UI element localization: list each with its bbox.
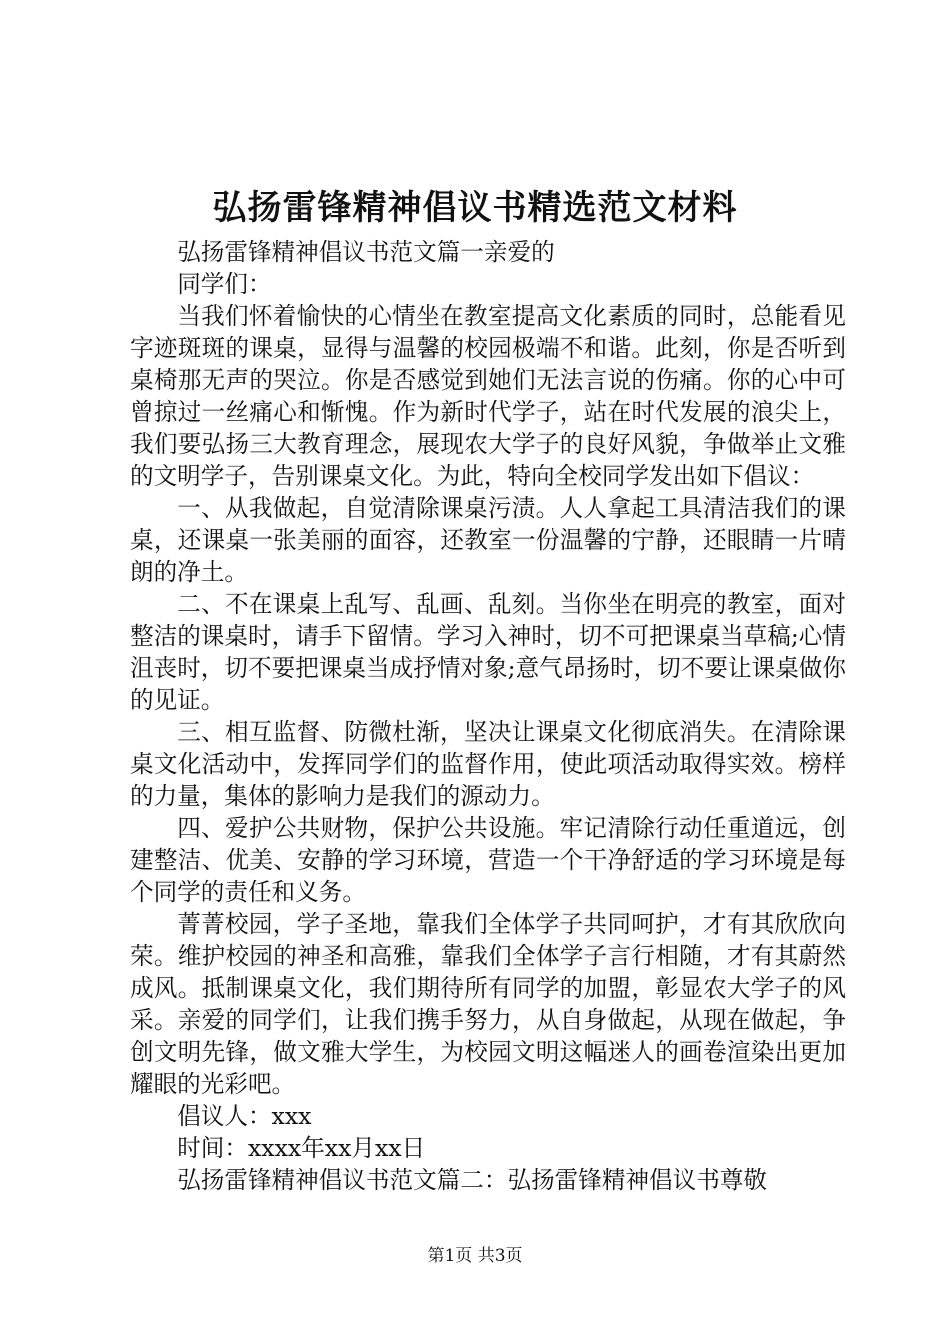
signature-line: 倡议人：xxx <box>177 1102 312 1130</box>
paragraph-2: 同学们： <box>177 270 272 298</box>
paragraph-7: 四、爱护公共财物，保护公共设施。牢记清除行动任重道远，创建整洁、优美、安静的学习环境，营造一个干净舒适的学习环境是每个同学的责任和义务。 <box>130 814 846 906</box>
paragraph-1: 弘扬雷锋精神倡议书范文篇一亲爱的 <box>177 238 555 266</box>
document-body <box>130 236 846 1196</box>
document-title: 弘扬雷锋精神倡议书精选范文材料 <box>212 188 738 228</box>
page-footer: 第1页 共3页 <box>427 1246 523 1266</box>
paragraph-6: 三、相互监督、防微杜渐，坚决让课桌文化彻底消失。在清除课桌文化活动中，发挥同学们的监督作用，使此项活动取得实效。榜样的力量，集体的影响力是我们的源动力。 <box>130 718 846 810</box>
date-line: 时间：xxxx年xx月xx日 <box>177 1134 426 1162</box>
paragraph-8: 菁菁校园，学子圣地，靠我们全体学子共同呵护，才有其欣欣向荣。维护校园的神圣和高雅，靠我们全体学子言行相随，才有其蔚然成风。抵制课桌文化，我们期待所有同学的加盟，彰显农大学子的风采。亲爱的同学们，让我们携手努力，从自身做起，从现在做起，争创文明先锋，做文雅大学生，为校园文明这幅迷人的画卷渲染出更加耀眼的光彩吧。 <box>130 910 846 1098</box>
paragraph-3: 当我们怀着愉快的心情坐在教室提高文化素质的同时，总能看见字迹斑斑的课桌，显得与温馨的校园极端不和谐。此刻，你是否听到桌椅那无声的哭泣。你是否感觉到她们无法言说的伤痛。你的心中可曾掠过一丝痛心和惭愧。作为新时代学子，站在时代发展的浪尖上，我们要弘扬三大教育理念，展现农大学子的良好风貌，争做举止文雅的文明学子，告别课桌文化。为此，特向全校同学发出如下倡议： <box>130 302 846 490</box>
paragraph-4: 一、从我做起，自觉清除课桌污渍。人人拿起工具清洁我们的课桌，还课桌一张美丽的面容，还教室一份温馨的宁静，还眼睛一片晴朗的净土。 <box>130 494 846 586</box>
paragraph-5: 二、不在课桌上乱写、乱画、乱刻。当你坐在明亮的教室，面对整洁的课桌时，请手下留情。学习入神时，切不可把课桌当草稿;心情沮丧时，切不要把课桌当成抒情对象;意气昂扬时，切不要让课桌做你的见证。 <box>130 590 846 714</box>
paragraph-11: 弘扬雷锋精神倡议书范文篇二：弘扬雷锋精神倡议书尊敬 <box>177 1166 768 1194</box>
